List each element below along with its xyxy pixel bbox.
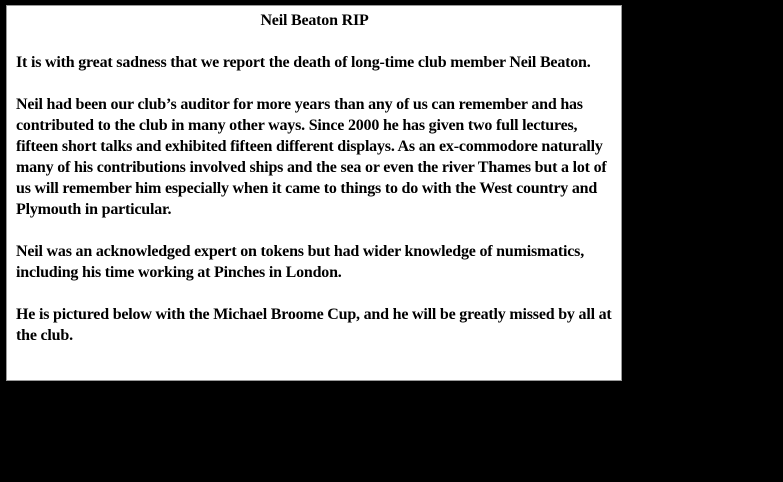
- notice-paragraph-contributions: Neil had been our club’s auditor for more years than any of us can remember and has contributed to the club in many other ways. Since 2000 he has given two full lectures, fifteen short talks and exhibited fifteen different displays. As an ex-commodore naturally many of his contributions involved ships and the sea or even the river Thames but a lot of us will remember him especially when it came to things to do with the West country and Plymouth in particular.: [16, 96, 607, 218]
- notice-paragraph-expertise: Neil was an acknowledged expert on tokens but had wider knowledge of numismatics, including his time working at Pinches in London.: [16, 243, 584, 281]
- obituary-notice-box: [6, 5, 622, 381]
- notice-title: Neil Beaton RIP: [260, 12, 369, 29]
- notice-paragraph-closing: He is pictured below with the Michael Broome Cup, and he will be greatly missed by all at the club.: [16, 306, 612, 344]
- notice-paragraph-intro: It is with great sadness that we report the death of long-time club member Neil Beaton.: [16, 54, 591, 71]
- notice-content: [7, 6, 621, 346]
